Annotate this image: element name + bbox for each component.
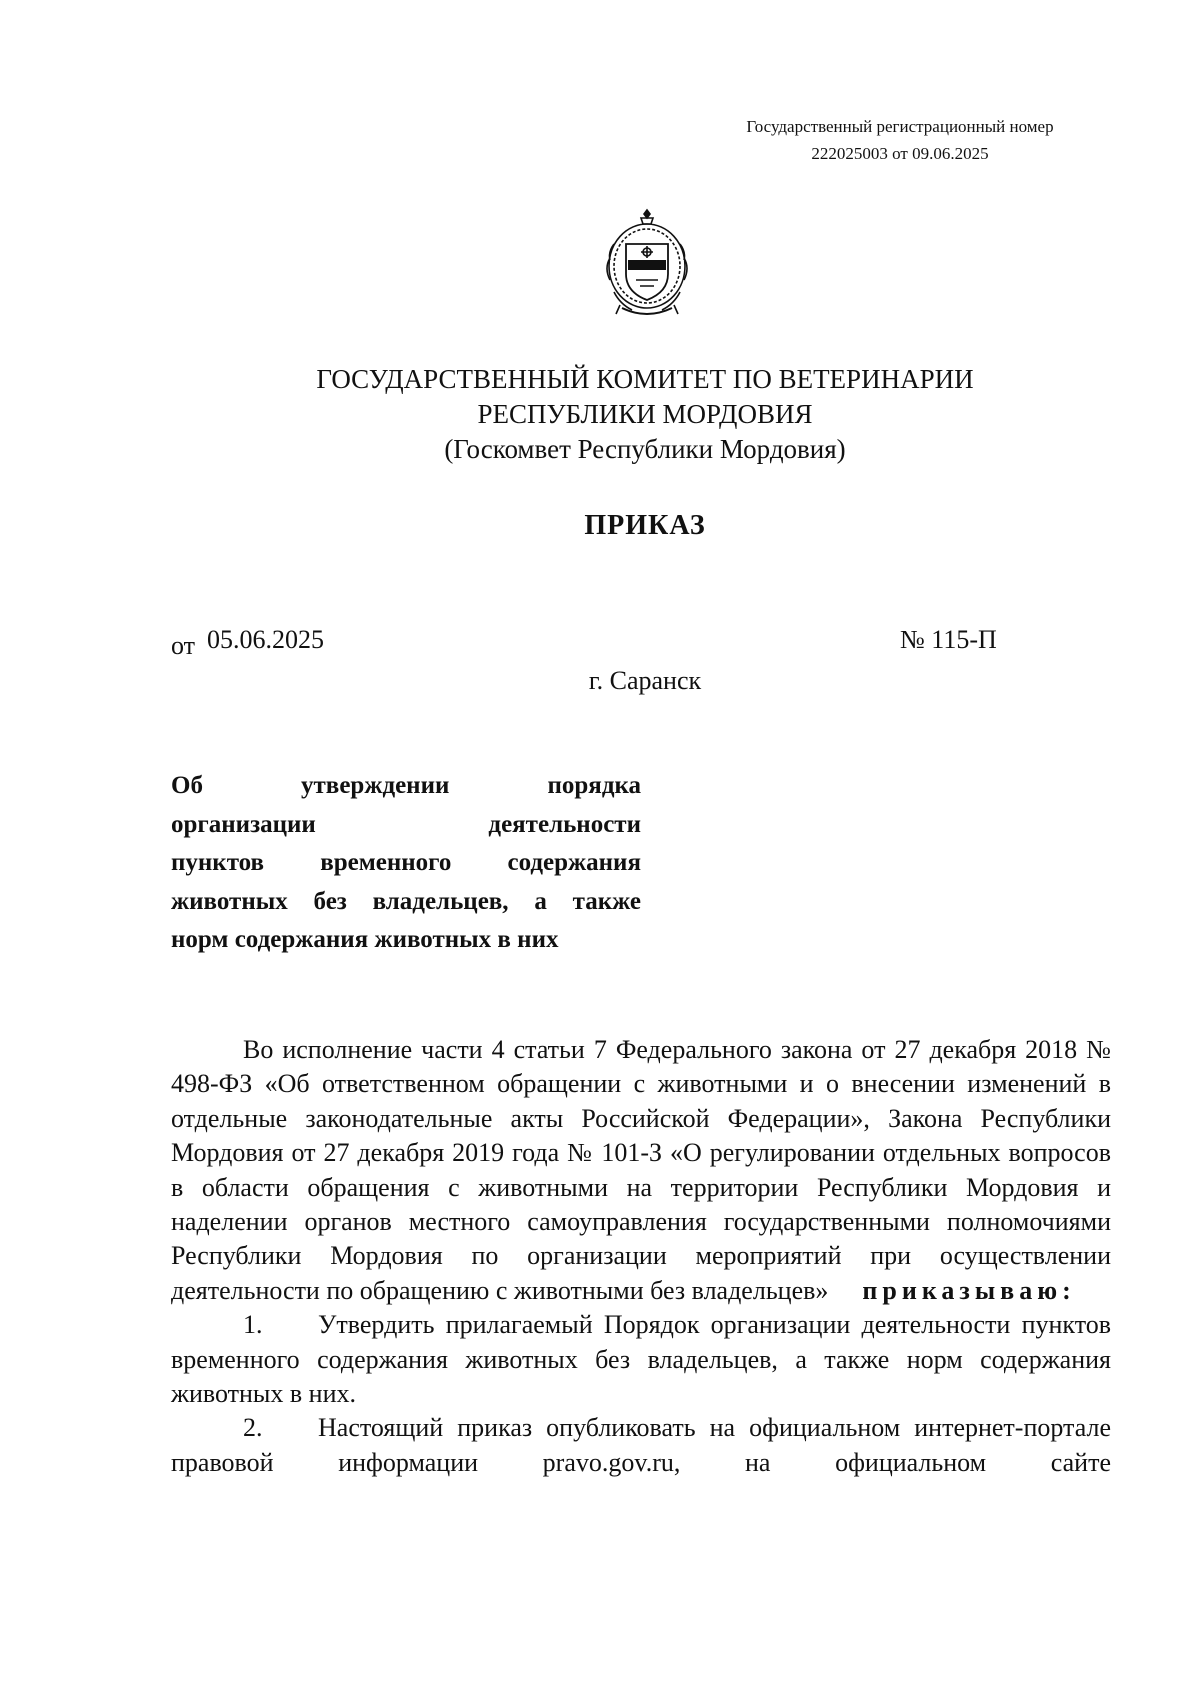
order-item-number: 1.: [243, 1310, 263, 1340]
order-item-text: Настоящий приказ опубликовать на официальном интернет-портале правовой информации pravo.gov.ru, на официальном сайте: [171, 1413, 1111, 1477]
organization-name-line1: ГОСУДАРСТВЕННЫЙ КОМИТЕТ ПО ВЕТЕРИНАРИИ: [316, 364, 974, 394]
document-city: г. Саранск: [588, 666, 702, 695]
order-item-number: 2.: [243, 1413, 263, 1443]
document-type-title: ПРИКАЗ: [584, 510, 706, 541]
date-prefix: от: [171, 631, 196, 660]
subject-line: организации деятельности: [171, 810, 641, 838]
registration-number-label: Государственный регистрационный номер: [746, 117, 1054, 136]
document-body: [171, 1033, 1111, 1480]
subject-line: Об утверждении порядка: [171, 772, 641, 799]
document-subject: [171, 767, 641, 960]
subject-line: животных без владельцев, а также: [171, 887, 641, 915]
organization-short-name: (Госкомвет Республики Мордовия): [444, 434, 846, 464]
order-item-text: Утвердить прилагаемый Порядок организации деятельности пунктов временного содержания животных без владельцев, а также норм содержания животных в них.: [171, 1310, 1111, 1409]
order-item: [171, 1308, 1111, 1411]
coat-of-arms-of-mordovia-icon: [596, 208, 698, 323]
organization-header: [200, 362, 1090, 467]
order-item: [171, 1411, 1111, 1480]
registration-number-block: [700, 113, 1100, 167]
document-number: № 115-П: [900, 625, 997, 654]
document-date-line: [171, 625, 324, 661]
preamble-paragraph: [171, 1033, 1111, 1308]
subject-line: норм содержания животных в них: [171, 926, 559, 953]
registration-number-value: 222025003 от 09.06.2025: [811, 144, 989, 163]
order-word: приказываю:: [862, 1275, 1076, 1305]
preamble-text: Во исполнение части 4 статьи 7 Федерального закона от 27 декабря 2018 № 498-ФЗ «Об ответственном обращении с животными и о внесении изменений в отдельные законодательные акты Российской Федерации», Закона Республики Мордовия от 27 декабря 2019 года № 101-З «О регулировании отдельных вопросов в области обращения с животными на территории Республики Мордовия и наделении органов местного самоуправления государственными полномочиями Республики Мордовия по организации мероприятий при осуществлении деятельности по обращению с животными без владельцев»: [171, 1035, 1111, 1305]
organization-name-line2: РЕСПУБЛИКИ МОРДОВИЯ: [477, 399, 813, 429]
document-date: 05.06.2025: [207, 625, 325, 654]
subject-line: пунктов временного содержания: [171, 849, 641, 876]
